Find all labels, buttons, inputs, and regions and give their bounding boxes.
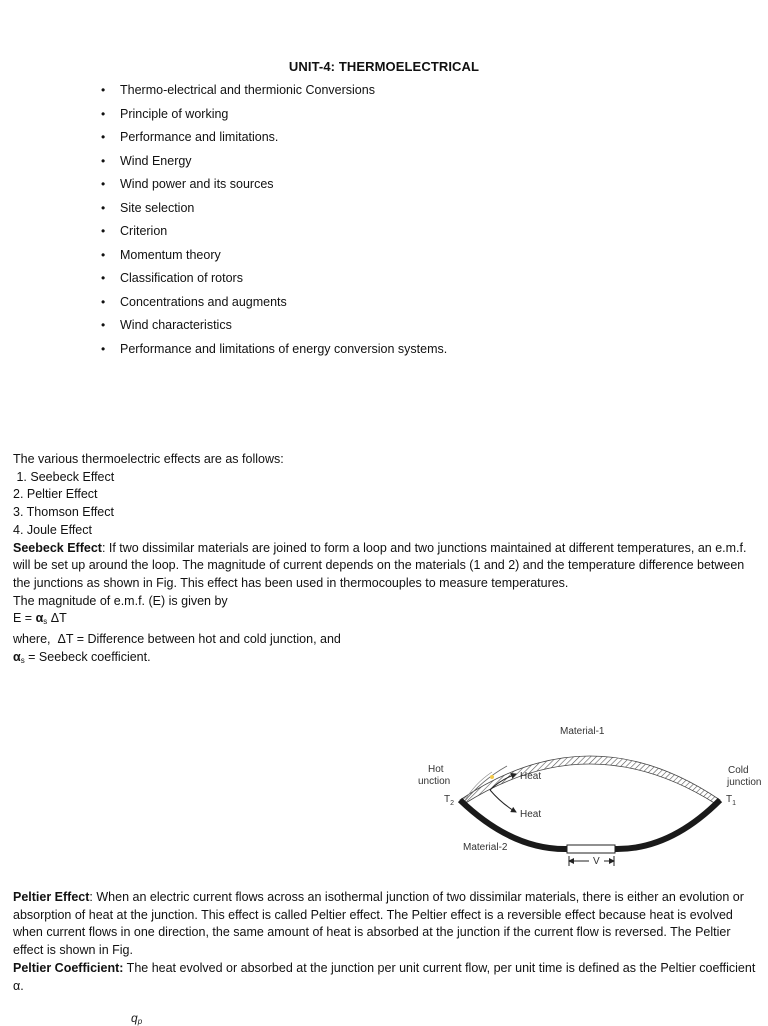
list-item: • Site selection [101,200,195,215]
bullet-icon: • [101,106,106,121]
list-item: • Wind power and its sources [101,177,274,191]
bullet-icon: • [101,83,106,97]
effect-item: 4. Joule Effect [13,522,92,537]
effect-item: 2. Peltier Effect [13,487,98,502]
material1-wire [460,756,720,804]
heat-label-upper: Heat [520,771,542,782]
cold-junction-label: junction [727,777,762,788]
page-title: UNIT-4: THERMOELECTRICAL [288,59,480,74]
seebeck-paragraph: Seebeck Effect: If two dissimilar materials are joined to form a loop and two junctions maintained at different temperatures, an e.m.f. will be set up around the loop. The magnitude of current depends on the materials (1 and 2) and the temperature difference between the junctions as shown in Fig. This effect has been used in thermocouples to measure temperatures. [13,540,747,590]
thermocouple-figure [412,720,768,870]
t2-label: $T_2$ [444,794,455,807]
hot-junction-label: Hot [428,764,444,775]
material1-label: Material-1 [560,726,605,737]
peltier-heading: Peltier Effect [13,890,90,904]
bullet-icon: • [101,177,106,191]
coefficient-line: $\alpha_s$ = Seebeck coefficient. [13,649,151,665]
bullet-icon: • [101,294,106,309]
bullet-icon: • [101,271,106,285]
material2-wire-right [615,800,720,849]
where-line: where, ΔT = Difference between hot and cold junction, and [13,632,341,647]
list-item: • Principle of working [101,106,229,121]
peltier-section [13,889,758,995]
effect-item: 1. Seebeck Effect [13,469,115,484]
list-item: • Criterion [101,224,168,238]
list-item: • Wind characteristics [101,318,232,332]
magnitude-line: The magnitude of e.m.f. (E) is given by [13,593,228,608]
bullet-icon: • [101,247,106,262]
hot-spot-icon [490,775,494,779]
seebeck-section [13,451,758,669]
list-item: • Performance and limitations. [101,130,279,144]
list-item: • Thermo-electrical and thermionic Conversions [101,83,375,97]
heat-label-lower: Heat [520,809,542,820]
effect-item: 3. Thomson Effect [13,505,114,520]
seebeck-diagram [412,720,768,870]
bullet-icon: • [101,130,106,144]
hot-junction-label: unction [418,776,451,787]
formula: $E = \alpha_s$ ΔT [13,611,67,627]
bullet-icon: • [101,200,106,215]
seebeck-heading: Seebeck Effect [13,540,102,555]
list-item: • Performance and limitations of energy conversion systems. [101,341,448,356]
effects-intro: The various thermoelectric effects are as follows: [13,452,284,466]
bullet-icon: • [101,318,106,332]
peltier-paragraph: Peltier Effect: When an electric current flows across an isothermal junction of two dissimilar materials, there is either an evolution or absorption of heat at the junction. This effect is called Peltier effect. The Peltier effect is a reversible effect because heat is evolved when current flows in one direction, the same amount of heat is absorbed at the junction if the current flow is reversed. The Peltier effect is shown in Fig. [13,890,744,958]
material2-label: Material-2 [463,842,508,853]
peltier-coefficient-heading: Peltier Coefficient: [13,960,124,975]
formula-fragment: $q_p$ [131,1011,143,1026]
voltmeter-label: V [593,856,600,867]
cold-junction-label: Cold [728,765,749,776]
list-item: • Concentrations and augments [101,294,287,309]
list-item: • Wind Energy [101,153,192,168]
list-item: • Momentum theory [101,247,221,262]
bullet-icon: • [101,153,106,168]
voltmeter-box [567,845,615,853]
heat-arrow-lower [490,790,516,812]
t1-label: $T_1$ [726,794,737,807]
list-item: • Classification of rotors [101,271,243,285]
bullet-icon: • [101,224,106,238]
topic-list [100,81,447,363]
peltier-coefficient-paragraph: Peltier Coefficient: The heat evolved or absorbed at the junction per unit current flow, per unit time is defined as the Peltier coefficient α. [13,960,756,993]
bullet-icon: • [101,341,106,356]
